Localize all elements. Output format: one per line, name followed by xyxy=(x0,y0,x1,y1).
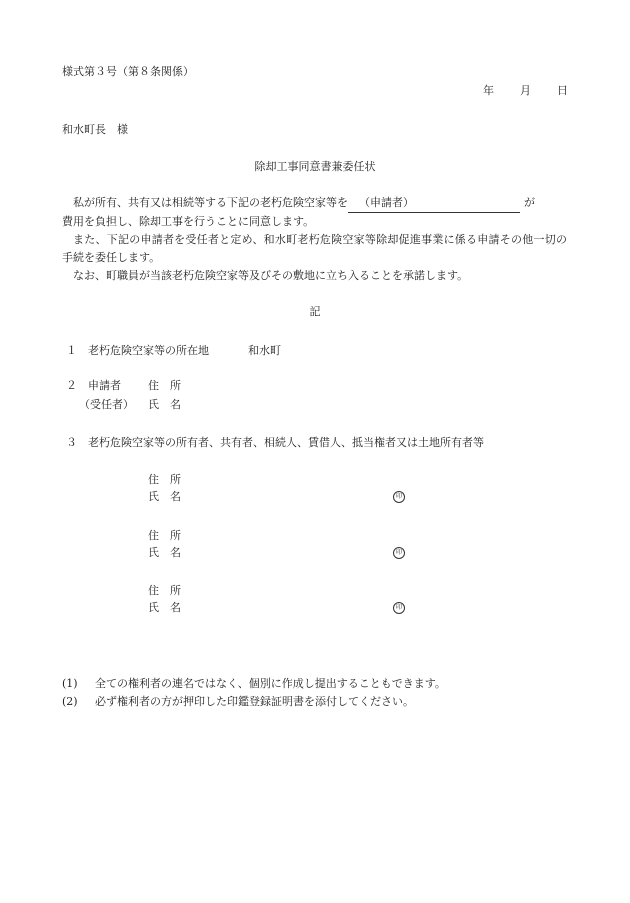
item1-number: １ xyxy=(66,344,77,357)
body-paragraph-2: また、下記の申請者を受任者と定め、和水町老朽危険空家等除却促進事業に係る申請その他一切の手続を委任します。 xyxy=(62,233,567,264)
note-2-number: (2) xyxy=(62,695,78,708)
owner-3-name-label: 氏 名 xyxy=(148,601,181,614)
body-text xyxy=(62,194,567,285)
owner-3-seal-mark: 印 xyxy=(393,602,405,614)
note-2-text: 必ず権利者の方が押印した印鑑登録証明書を添付してください。 xyxy=(95,695,414,708)
date-month: 月 xyxy=(520,84,531,97)
document-title: 除却工事同意書兼委任状 xyxy=(254,160,376,173)
date-day: 日 xyxy=(557,84,568,97)
owner-3-address-label: 住 所 xyxy=(148,584,181,597)
owner-1-address-label: 住 所 xyxy=(148,473,181,486)
item3-number: ３ xyxy=(66,436,77,449)
item2-address-label: 住 所 xyxy=(148,379,181,392)
item1-label: 老朽危険空家等の所在地 xyxy=(88,344,209,357)
item3-label: 老朽危険空家等の所有者、共有者、相続人、賃借人、抵当権者又は土地所有者等 xyxy=(88,436,484,449)
applicant-blank: （申請者） xyxy=(348,194,520,213)
form-number: 様式第３号（第８条関係） xyxy=(62,65,194,78)
item2-number: ２ xyxy=(66,379,77,392)
item2-sub-label: （受任者） xyxy=(79,398,134,411)
note-1-number: (1) xyxy=(62,677,78,690)
body-paragraph-1: 私が所有、共有又は相続等する下記の老朽危険空家等を （申請者） が xyxy=(62,194,567,213)
body-paragraph-3: なお、町職員が当該老朽危険空家等及びその敷地に立ち入ることを承諾します。 xyxy=(73,269,469,282)
item2-label: 申請者 xyxy=(88,379,121,392)
item2-name-label: 氏 名 xyxy=(148,398,181,411)
owner-2-address-label: 住 所 xyxy=(148,529,181,542)
date-year: 年 xyxy=(483,84,494,97)
owner-1-name-label: 氏 名 xyxy=(148,490,181,503)
body-paragraph-1-cont: 費用を負担し、除却工事を行うことに同意します。 xyxy=(62,215,315,228)
owner-2-name-label: 氏 名 xyxy=(148,546,181,559)
ki-heading: 記 xyxy=(309,305,321,318)
addressee: 和水町長 様 xyxy=(62,123,128,136)
owner-2-seal-mark: 印 xyxy=(393,547,405,559)
note-1-text: 全ての権利者の連名ではなく、個別に作成し提出することもできます。 xyxy=(95,677,446,690)
owner-1-seal-mark: 印 xyxy=(393,491,405,503)
item1-value: 和水町 xyxy=(248,344,281,357)
